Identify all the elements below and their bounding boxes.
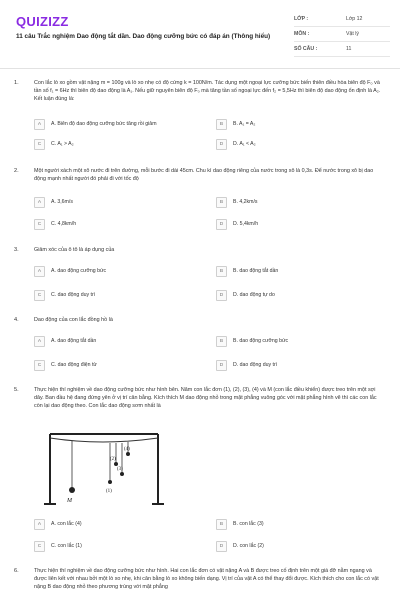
pendulum-m-bob xyxy=(69,487,75,493)
info-key: SỐ CÂU : xyxy=(294,46,318,52)
option-letter-box: C xyxy=(34,541,45,552)
option-text: D. 5,4km/h xyxy=(233,221,259,227)
option-text: B. dao động cưỡng bức xyxy=(233,338,289,344)
option-letter-box: D xyxy=(216,290,227,301)
option-letter-box: C xyxy=(34,360,45,371)
suspension-string xyxy=(50,438,158,442)
option-text: D. dao động tự do xyxy=(233,292,275,298)
option-letter-box: D xyxy=(216,360,227,371)
option-c[interactable] xyxy=(34,138,74,150)
option-text: B. dao động tắt dần xyxy=(233,268,279,274)
option-letter-box: A xyxy=(34,119,45,130)
question-number: 3. xyxy=(14,247,19,253)
option-letter-box: C xyxy=(34,219,45,230)
info-panel xyxy=(294,12,390,57)
option-d[interactable] xyxy=(216,540,264,552)
option-letter-box: D xyxy=(216,541,227,552)
label-1: (1) xyxy=(106,489,112,494)
question-4 xyxy=(14,317,386,373)
pendulum-2-bob xyxy=(114,462,118,466)
info-key: MÔN : xyxy=(294,31,310,37)
option-letter-box: B xyxy=(216,266,227,277)
option-text: B. 4,2km/s xyxy=(233,199,258,205)
option-text: C. dao động duy trì xyxy=(51,292,96,298)
option-text: C. 4,8km/h xyxy=(51,221,77,227)
question-6 xyxy=(14,568,386,600)
question-3 xyxy=(14,247,386,303)
question-number: 5. xyxy=(14,387,19,393)
question-number: 6. xyxy=(14,568,19,574)
option-letter-box: D xyxy=(216,219,227,230)
question-1 xyxy=(14,80,386,158)
page-title: 11 câu Trắc nghiệm Dao động tắt dần. Dao động cưỡng bức có đáp án (Thông hiểu) xyxy=(16,33,271,40)
option-text: C. dao động điện từ xyxy=(51,362,97,368)
pendulum-figure xyxy=(42,428,166,510)
option-letter-box: B xyxy=(216,119,227,130)
option-d[interactable] xyxy=(216,289,275,301)
option-text: B. A₁ = A₂ xyxy=(233,121,256,127)
question-number: 1. xyxy=(14,80,19,86)
option-letter-box: A xyxy=(34,519,45,530)
label-2: (2) xyxy=(110,457,116,462)
label-4: (4) xyxy=(124,447,130,452)
option-b[interactable] xyxy=(216,518,264,530)
question-text: Thực hiện thí nghiệm về dao động cưỡng bức như hình bên. Năm con lắc đơn (1), (2), (3), (4) và M (con lắc điều khiển) được treo trên một sợi dây. Ban đầu hệ đang đứng yên ở vị trí cân bằng. Kích thích M dao động nhỏ trong mặt phẳng vuông góc với mặt phẳng hình vẽ thì các con lắc còn lại dao động theo. Con lắc dao động sơm nhất là xyxy=(34,387,377,409)
label-3: (3) xyxy=(117,467,123,472)
question-2 xyxy=(14,168,386,238)
header xyxy=(0,0,400,64)
option-a[interactable] xyxy=(34,265,106,277)
info-row-subject xyxy=(294,27,390,42)
option-a[interactable] xyxy=(34,335,96,347)
info-value: Vật lý xyxy=(346,31,359,37)
option-text: A. 3,6m/s xyxy=(51,199,73,205)
quizizz-logo[interactable]: QUIZIZZ xyxy=(16,14,69,29)
option-text: A. Biên độ dao động cưỡng bức tăng rồi giảm xyxy=(51,121,157,127)
info-key: LỚP : xyxy=(294,16,309,22)
option-letter-box: C xyxy=(34,139,45,150)
option-letter-box: C xyxy=(34,290,45,301)
question-text: Dao động của con lắc đồng hồ là xyxy=(34,317,113,323)
question-text: Giảm xóc của ô tô là áp dụng của xyxy=(34,247,115,253)
info-row-class xyxy=(294,12,390,27)
option-letter-box: D xyxy=(216,139,227,150)
option-b[interactable] xyxy=(216,265,278,277)
option-c[interactable] xyxy=(34,289,95,301)
option-d[interactable] xyxy=(216,359,277,371)
option-d[interactable] xyxy=(216,218,258,230)
option-b[interactable] xyxy=(216,335,288,347)
question-number: 2. xyxy=(14,168,19,174)
pendulum-4-bob xyxy=(126,452,130,456)
option-c[interactable] xyxy=(34,218,76,230)
question-text: Thực hiện thí nghiệm về dao động cưỡng bức như hình. Hai con lắc đơn có vật nặng A và B được treo cố định trên một giá đỡ nằm ngang và được liên kết với nhau bởi một lò xo nhẹ, khi cân bằng lò xo không biến dạng. Vị trí của vật A có thể thay đổi được. Kích thích cho con lắc có vật nặng B dao động nhỏ theo phương trùng với mặt phẳng xyxy=(34,568,379,590)
option-text: D. A₁ < A₂ xyxy=(233,141,256,147)
option-letter-box: B xyxy=(216,336,227,347)
option-b[interactable] xyxy=(216,196,258,208)
option-text: D. dao động duy trì xyxy=(233,362,278,368)
question-text: Con lắc lò xo gồm vật nặng m = 100g và lò xo nhẹ có độ cứng k = 100N/m. Tác dụng một ngoại lực cưỡng bức biến thiên điều hòa biên độ F₀ và tần số f₁ = 6Hz thì biên độ dao động là A₁. Nếu giữ nguyên biên độ F₀ mà tăng tần số ngoại lực đến f₂ = 5,5Hz thì biên độ dao động ổn định là A₂. Kết luận đúng là: xyxy=(34,80,381,102)
option-a[interactable] xyxy=(34,118,157,130)
option-letter-box: A xyxy=(34,266,45,277)
info-row-count xyxy=(294,42,390,57)
option-a[interactable] xyxy=(34,196,73,208)
option-letter-box: A xyxy=(34,336,45,347)
option-text: D. con lắc (2) xyxy=(233,543,264,549)
info-value: 11 xyxy=(346,46,352,52)
option-text: A. dao động tắt dần xyxy=(51,338,97,344)
option-letter-box: A xyxy=(34,197,45,208)
option-d[interactable] xyxy=(216,138,256,150)
question-text: Một người xách một xô nước đi trên đường, mỗi bước đi dài 45cm. Chu kì dao động riêng của nước trong xô là 0,3s. Để nước trong xô bị dao động mạnh nhất người đó phải đi với tốc độ xyxy=(34,168,374,182)
option-letter-box: B xyxy=(216,197,227,208)
option-text: A. con lắc (4) xyxy=(51,521,82,527)
option-text: B. con lắc (3) xyxy=(233,521,264,527)
pendulum-3-bob xyxy=(120,472,124,476)
header-divider xyxy=(0,68,400,69)
pendulum-1-bob xyxy=(108,480,112,484)
option-c[interactable] xyxy=(34,540,82,552)
info-value: Lớp 12 xyxy=(346,16,363,22)
option-text: A. dao động cưỡng bức xyxy=(51,268,107,274)
option-b[interactable] xyxy=(216,118,255,130)
option-text: C. con lắc (1) xyxy=(51,543,82,549)
label-m: M xyxy=(67,498,72,504)
option-c[interactable] xyxy=(34,359,97,371)
option-text: C. A₁ > A₂ xyxy=(51,141,74,147)
question-number: 4. xyxy=(14,317,19,323)
option-a[interactable] xyxy=(34,518,82,530)
option-letter-box: B xyxy=(216,519,227,530)
